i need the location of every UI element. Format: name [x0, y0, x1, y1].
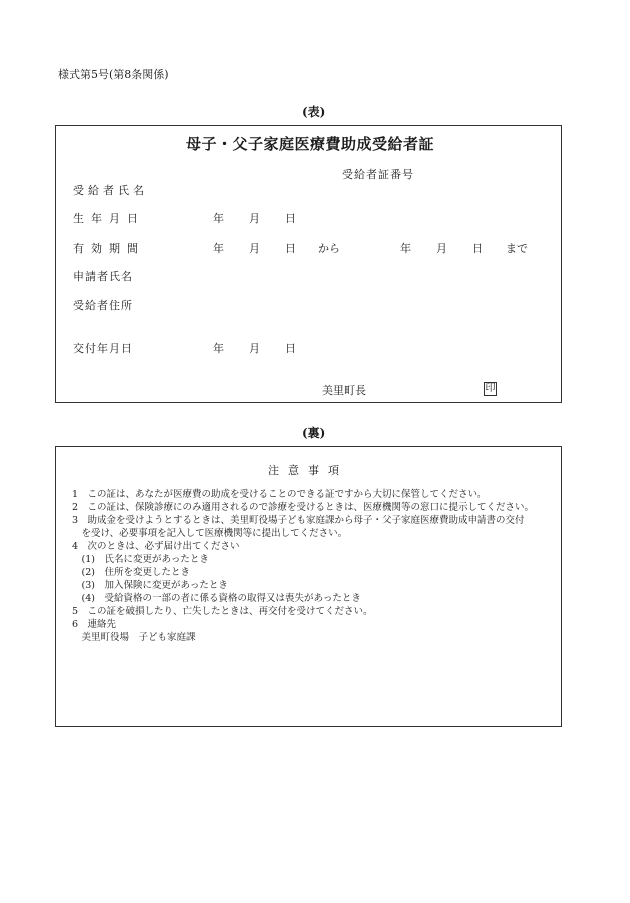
issue-day: 日 — [285, 342, 296, 355]
valid-from-month: 月 — [249, 242, 260, 255]
birth-month: 月 — [249, 212, 260, 225]
recipient-name-label: 受給者氏名 — [73, 184, 148, 197]
valid-until-text: まで — [506, 242, 528, 255]
note-item: (2) 住所を変更したとき — [72, 567, 190, 578]
note-item: (1) 氏名に変更があったとき — [72, 554, 209, 565]
issue-date-label: 交付年月日 — [73, 342, 133, 355]
note-item: 2 この証は、保険診療にのみ適用されるので診療を受けるときは、医療機関等の窓口に提示してください。 — [72, 502, 535, 513]
back-side-label: (裏) — [302, 426, 326, 440]
valid-from-day: 日 — [285, 242, 296, 255]
validity-period-label: 有効期間 — [73, 242, 145, 255]
certificate-number-label: 受給者証番号 — [342, 168, 414, 181]
issue-year: 年 — [213, 342, 224, 355]
note-item: 3 助成金を受けようとするときは、美里町役場子ども家庭課から母子・父子家庭医療費助成申請書の交付 — [72, 515, 525, 526]
note-item: 4 次のときは、必ず届け出てください — [72, 541, 240, 552]
issue-month: 月 — [249, 342, 260, 355]
valid-from-text: から — [318, 242, 340, 255]
valid-from-year: 年 — [213, 242, 224, 255]
valid-until-month: 月 — [436, 242, 447, 255]
birth-date-label: 生年月日 — [73, 212, 145, 225]
valid-until-year: 年 — [400, 242, 411, 255]
form-number: 様式第5号(第8条関係) — [58, 68, 169, 81]
front-side-label: (表) — [302, 105, 326, 119]
note-item: 美里町役場 子ども家庭課 — [72, 632, 196, 643]
certificate-title: 母子・父子家庭医療費助成受給者証 — [186, 135, 435, 153]
note-item: (4) 受給資格の一部の者に係る資格の取得又は喪失があったとき — [72, 593, 361, 604]
note-item: 5 この証を破損したり、亡失したときは、再交付を受けてください。 — [72, 606, 373, 617]
note-item: (3) 加入保険に変更があったとき — [72, 580, 228, 591]
note-item: 1 この証は、あなたが医療費の助成を受けることのできる証ですから大切に保管してください。 — [72, 489, 487, 500]
birth-day: 日 — [285, 212, 296, 225]
recipient-address-label: 受給者住所 — [73, 299, 133, 312]
birth-year: 年 — [213, 212, 224, 225]
valid-until-day: 日 — [472, 242, 483, 255]
notes-title: 注意事項 — [268, 464, 348, 477]
applicant-name-label: 申請者氏名 — [73, 270, 133, 283]
front-card — [55, 125, 562, 403]
note-item: を受け、必要事項を記入して医療機関等に提出してください。 — [72, 528, 348, 539]
seal-mark: 印 — [485, 383, 496, 394]
issuer-name: 美里町長 — [322, 384, 366, 397]
note-item: 6 連絡先 — [72, 619, 117, 630]
